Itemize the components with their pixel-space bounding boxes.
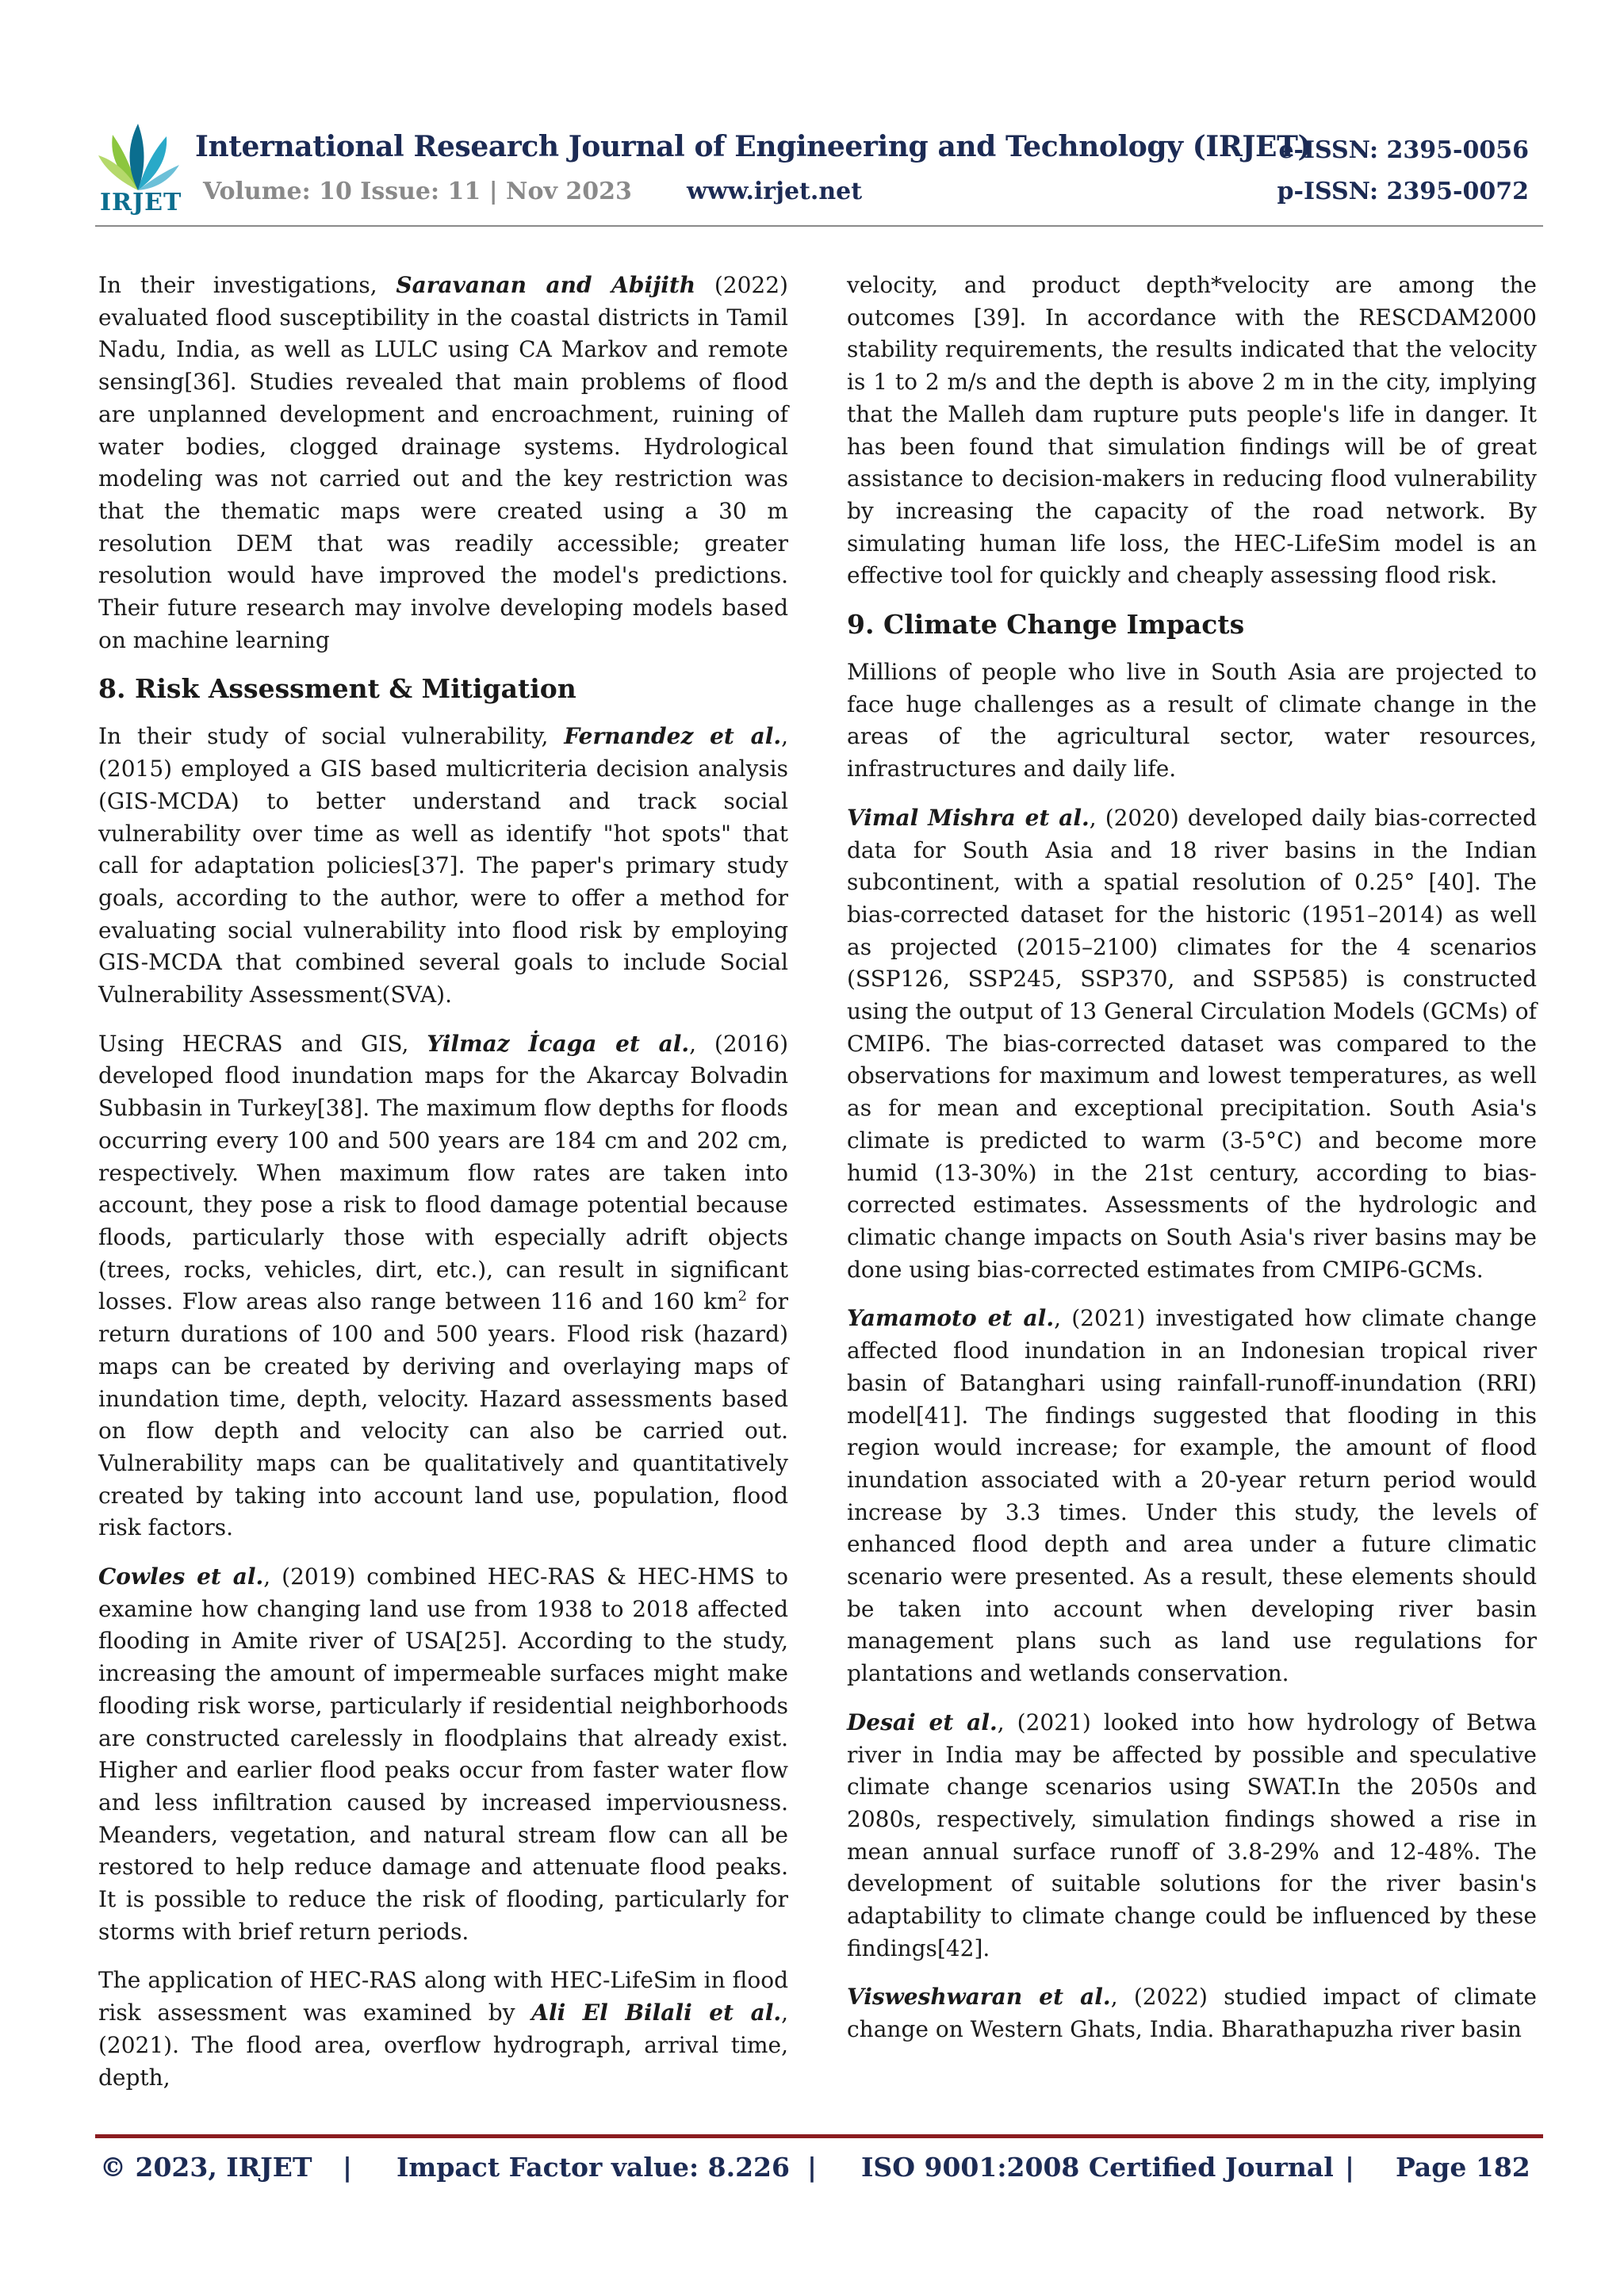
author-citation: Fernandez et al.: [564, 723, 782, 750]
para-text: , (2022) studied impact of climate change on Western Ghats, India. Bharathapuzha river basin: [847, 1984, 1537, 2043]
right-column: [847, 270, 1537, 2063]
superscript: 2: [737, 1288, 748, 1306]
paragraph-continued: [847, 270, 1537, 592]
para-text: , (2021) investigated how climate change affected flood inundation in an Indonesian tropical river basin of Batanghari using rainfall-runoff-inundation (RRI) model[41]. The findings suggested that flooding in this region would increase; for example, the amount of flood inundation associated with a 20-year return period would increase by 3.3 times. Under this study, the levels of enhanced flood depth and area under a future climatic scenario were presented. As a result, these elements should be taken into account when developing river basin management plans such as land use regulations for plantations and wetlands conservation.: [847, 1305, 1537, 1687]
para-text: for return durations of 100 and 500 years. Flood risk (hazard) maps can be created by deriving and overlaying maps of inundation time, depth, velocity. Hazard assessments based on flow depth and velocity can also be carried out. Vulnerability maps can be qualitatively and quantitatively created by taking into account land use, population, flood risk factors.: [98, 1288, 788, 1541]
para-lead: In their investigations,: [98, 272, 396, 298]
author-citation: Saravanan and Abijith: [396, 272, 696, 298]
journal-title: International Research Journal of Engineering and Technology (IRJET): [195, 130, 1312, 163]
paragraph-south-asia: [847, 656, 1537, 786]
para-text: (2022) evaluated flood susceptibility in the coastal districts in Tamil Nadu, India, as well as LULC using CA Markov and remote sensing[36]. Studies revealed that main problems of flood are unplanned development and encroachment, ruining of water bodies, clogged drainage systems. Hydrological modeling was not carried out and the key restriction was that the thematic maps were created using a 30 m resolution DEM that was readily accessible; greater resolution would have improved the model's predictions. Their future research may involve developing models based on machine learning: [98, 272, 788, 653]
paragraph-cowles: [98, 1561, 788, 1948]
para-lead: The application of HEC-RAS along with HEC-LifeSim in flood risk assessment was examined by: [98, 1967, 788, 2026]
left-column: [98, 270, 788, 2110]
footer-separator: |: [1345, 2152, 1355, 2183]
paragraph-visweshwaran: [847, 1981, 1537, 2045]
leaf-logo-icon: [95, 119, 181, 195]
paragraph-el-bilali: [98, 1965, 788, 2094]
paragraph-saravanan: [98, 270, 788, 656]
footer-copyright: © 2023, IRJET: [100, 2152, 312, 2183]
para-text: , (2016) developed flood inundation maps for the Akarcay Bolvadin Subbasin in Turkey[38]. The maximum flow depths for floods occurring every 100 and 500 years are 184 cm and 202 cm, respectively. When maximum flow rates are taken into account, they pose a risk to flood damage potential because floods, particularly those with especially adrift objects (trees, rocks, vehicles, dirt, etc.), can result in significant losses. Flow areas also range between 116 and 160 km: [98, 1030, 788, 1315]
section-heading-9: 9. Climate Change Impacts: [847, 609, 1245, 641]
header-divider: [95, 225, 1543, 227]
footer-separator: |: [343, 2152, 353, 2183]
para-text: , (2020) developed daily bias-corrected data for South Asia and 18 river basins in the Indian subcontinent, with a spatial resolution of 0.25° [40]. The bias-corrected dataset for the historic (1951–2014) as well as projected (2015–2100) climates for the 4 scenarios (SSP126, SSP245, SSP370, and SSP585) is constructed using the output of 13 General Circulation Models (GCMs) of CMIP6. The bias-corrected dataset was compared to the observations for maximum and lowest temperatures, as well as for mean and exceptional precipitation. South Asia's climate is predicted to warm (3-5°C) and become more humid (13-30%) in the 21st century, according to bias-corrected estimates. Assessments of the hydrologic and climatic change impacts on South Asia's river basins may be done using bias-corrected estimates from CMIP6-GCMs.: [847, 804, 1537, 1283]
paragraph-fernandez: [98, 721, 788, 1011]
para-text: , (2019) combined HEC-RAS & HEC-HMS to examine how changing land use from 1938 to 2018 affected flooding in Amite river of USA[25]. According to the study, increasing the amount of impermeable surfaces might make flooding risk worse, particularly if residential neighborhoods are constructed carelessly in floodplains that already exist. Higher and earlier flood peaks occur from faster water flow and less infiltration caused by increased imperviousness. Meanders, vegetation, and natural stream flow can all be restored to help reduce damage and attenuate flood peaks. It is possible to reduce the risk of flooding, particularly for storms with brief return periods.: [98, 1563, 788, 1945]
author-citation: Cowles et al.: [98, 1563, 264, 1590]
author-citation: Vimal Mishra et al.: [847, 804, 1090, 831]
journal-website-link[interactable]: www.irjet.net: [687, 178, 863, 205]
paragraph-desai: [847, 1707, 1537, 1965]
page-footer: [95, 2147, 1543, 2187]
author-citation: Yamamoto et al.: [847, 1305, 1055, 1332]
footer-iso: ISO 9001:2008 Certified Journal: [861, 2152, 1334, 2183]
paragraph-yamamoto: [847, 1303, 1537, 1689]
para-lead: Using HECRAS and GIS,: [98, 1030, 427, 1057]
para-lead: In their study of social vulnerability,: [98, 723, 565, 750]
footer-separator: |: [807, 2152, 818, 2183]
author-citation: Visweshwaran et al.: [847, 1984, 1111, 2011]
irjet-logo: [95, 119, 181, 220]
paragraph-mishra: [847, 802, 1537, 1287]
p-issn: p-ISSN: 2395-0072: [1277, 178, 1529, 205]
para-text: , (2015) employed a GIS based multicriteria decision analysis (GIS-MCDA) to better understand and track social vulnerability over time as well as identify "hot spots" that call for adaptation policies[37]. The paper's primary study goals, according to the author, were to offer a method for evaluating social vulnerability into flood risk by employing GIS-MCDA that combined several goals to include Social Vulnerability Assessment(SVA).: [98, 723, 788, 1008]
footer-impact-factor: Impact Factor value: 8.226: [396, 2152, 790, 2183]
page-number: Page 182: [1396, 2152, 1530, 2183]
para-text: , (2021) looked into how hydrology of Betwa river in India may be affected by possible and speculative climate change scenarios using SWAT.In the 2050s and 2080s, respectively, simulation findings showed a rise in mean annual surface runoff of 3.8-29% and 12-48%. The development of suitable solutions for the river basin's adaptability to climate change could be influenced by these findings[42].: [847, 1709, 1537, 1961]
author-citation: Desai et al.: [847, 1709, 998, 1735]
page-header: [95, 119, 1543, 222]
e-issn: e-ISSN: 2395-0056: [1278, 136, 1529, 164]
logo-text: IRJET: [100, 189, 182, 216]
para-text: , (2021). The flood area, overflow hydrograph, arrival time, depth,: [98, 1999, 788, 2091]
section-heading-8: 8. Risk Assessment & Mitigation: [98, 673, 576, 705]
para-text: Millions of people who live in South Asia are projected to face huge challenges as a result of climate change in the areas of the agricultural sector, water resources, infrastructures and daily life.: [847, 659, 1537, 783]
author-citation: Ali El Bilali et al.: [531, 1999, 782, 2026]
para-text: velocity, and product depth*velocity are among the outcomes [39]. In accordance with the RESCDAM2000 stability requirements, the results indicated that the velocity is 1 to 2 m/s and the depth is above 2 m in the city, implying that the Malleh dam rupture puts people's life in danger. It has been found that simulation findings will be of great assistance to decision-makers in reducing flood vulnerability by increasing the capacity of the road network. By simulating human life loss, the HEC-LifeSim model is an effective tool for quickly and cheaply assessing flood risk.: [847, 272, 1537, 589]
volume-issue: Volume: 10 Issue: 11 | Nov 2023: [203, 178, 632, 205]
author-citation: Yilmaz İcaga et al.: [427, 1030, 690, 1057]
footer-divider: [95, 2134, 1543, 2138]
paragraph-yilmaz: [98, 1028, 788, 1544]
